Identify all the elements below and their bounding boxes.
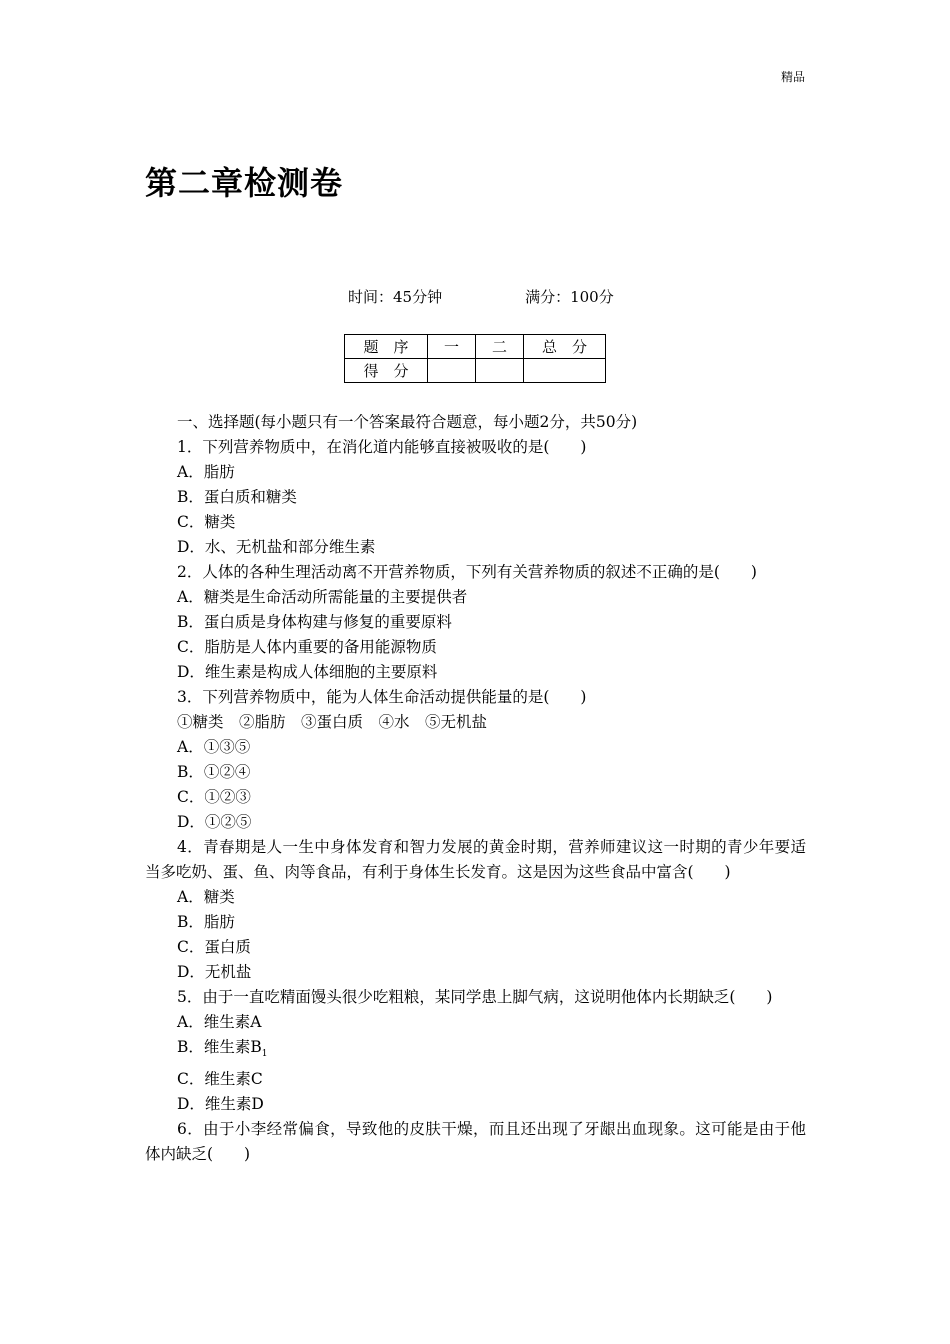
option bbox=[145, 1035, 806, 1067]
option-text: B．维生素B bbox=[177, 1038, 262, 1056]
exam-full-score: 满分：100分 bbox=[525, 288, 614, 306]
score-table-header-cell: 总 分 bbox=[524, 335, 606, 359]
score-table bbox=[344, 334, 606, 383]
option: D．水、无机盐和部分维生素 bbox=[177, 538, 376, 556]
score-cell-1[interactable] bbox=[428, 359, 476, 383]
question-stem: 3．下列营养物质中，能为人体生命活动提供能量的是( ) bbox=[177, 688, 587, 706]
exam-meta bbox=[348, 286, 614, 307]
question-stem: 4．青春期是人一生中身体发育和智力发展的黄金时期，营养师建议这一时期的青少年要适当多吃奶、蛋、鱼、肉等食品，有利于身体生长发育。这是因为这些食品中富含( ) bbox=[145, 838, 806, 881]
score-table-row-label: 得 分 bbox=[345, 359, 428, 383]
option: B．蛋白质和糖类 bbox=[177, 488, 297, 506]
option: A．糖类是生命活动所需能量的主要提供者 bbox=[177, 588, 468, 606]
score-table-header-cell: 一 bbox=[428, 335, 476, 359]
option: B．蛋白质是身体构建与修复的重要原料 bbox=[177, 613, 452, 631]
option: A．脂肪 bbox=[177, 463, 235, 481]
option: A．①③⑤ bbox=[177, 738, 251, 756]
option: D．无机盐 bbox=[177, 963, 252, 981]
subscript: 1 bbox=[261, 1049, 268, 1060]
option: C．糖类 bbox=[177, 513, 236, 531]
option: D．维生素D bbox=[177, 1095, 264, 1114]
option: B．脂肪 bbox=[177, 913, 235, 931]
option: C．蛋白质 bbox=[177, 938, 251, 956]
option: D．维生素是构成人体细胞的主要原料 bbox=[177, 663, 438, 681]
option: C．脂肪是人体内重要的备用能源物质 bbox=[177, 638, 437, 656]
score-table-row bbox=[345, 359, 606, 383]
score-table-header-cell: 题 序 bbox=[345, 335, 428, 359]
exam-time: 时间：45分钟 bbox=[348, 288, 443, 306]
score-cell-2[interactable] bbox=[476, 359, 524, 383]
question-stem: 1．下列营养物质中，在消化道内能够直接被吸收的是( ) bbox=[177, 438, 587, 456]
option: C．①②③ bbox=[177, 788, 251, 806]
question-body bbox=[145, 410, 806, 1167]
score-table-header-cell: 二 bbox=[476, 335, 524, 359]
option: A．糖类 bbox=[177, 888, 235, 906]
question-items: ①糖类 ②脂肪 ③蛋白质 ④水 ⑤无机盐 bbox=[177, 713, 488, 731]
score-table-header-row bbox=[345, 335, 606, 359]
question-stem: 2．人体的各种生理活动离不开营养物质，下列有关营养物质的叙述不正确的是( ) bbox=[177, 563, 757, 581]
option: B．①②④ bbox=[177, 763, 251, 781]
option: D．①②⑤ bbox=[177, 813, 252, 831]
option: C．维生素C bbox=[177, 1070, 263, 1089]
page-title: 第二章检测卷 bbox=[145, 164, 344, 202]
header-mark: 精品 bbox=[781, 70, 806, 84]
score-cell-total[interactable] bbox=[524, 359, 606, 383]
question-stem: 6．由于小李经常偏食，导致他的皮肤干燥，而且还出现了牙龈出血现象。这可能是由于他体内缺乏( ) bbox=[145, 1120, 806, 1164]
question-stem: 5．由于一直吃精面馒头很少吃粗粮，某同学患上脚气病，这说明他体内长期缺乏( ) bbox=[177, 988, 773, 1006]
section-heading: 一、选择题(每小题只有一个答案最符合题意，每小题2分，共50分) bbox=[177, 413, 638, 431]
option: A．维生素A bbox=[177, 1013, 262, 1031]
